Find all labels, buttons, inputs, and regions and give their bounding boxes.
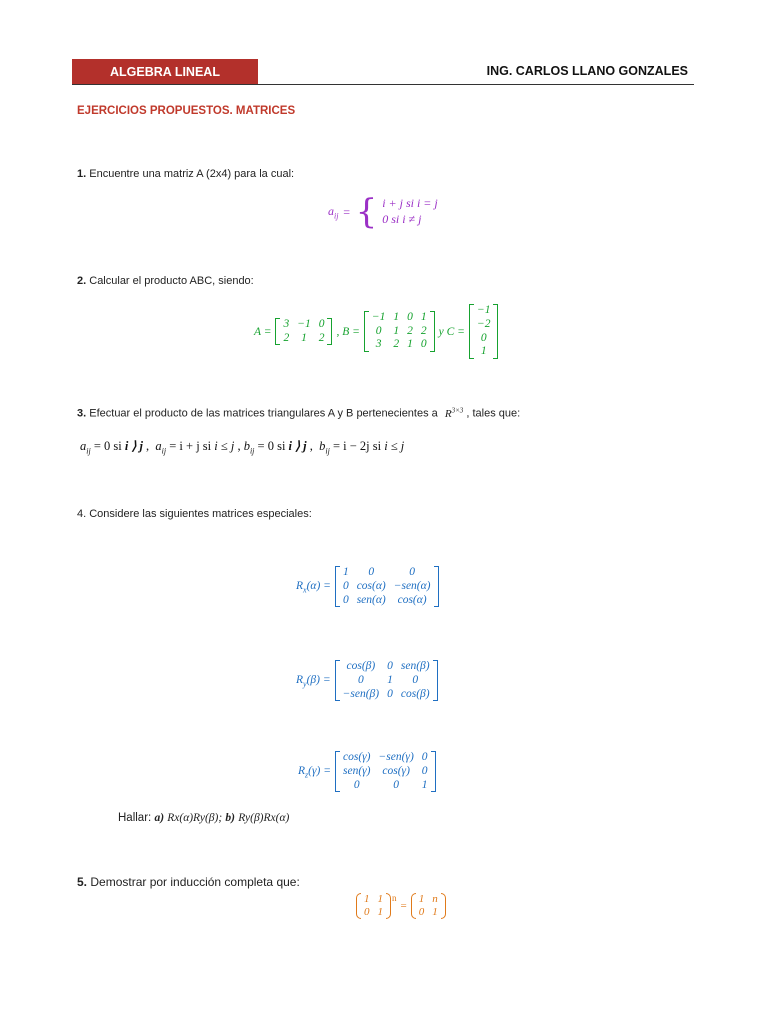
rotation-matrix-x [296,566,439,607]
rz-matrix-cell: cos(γ) [382,764,410,777]
space-dimension: 3×3 [451,406,464,414]
exercise-5-number: 5. [77,875,88,889]
exercise-5-statement [77,875,300,889]
matrix-a-row [279,318,328,332]
condition-4 [319,439,405,456]
cond-2-rest: = i + j si [166,439,215,453]
rz-matrix-cell: 0 [421,764,428,777]
exercise-2-number: 2. [77,275,87,287]
matrix-b [364,311,435,352]
cond-2-sub: ij [161,446,167,456]
matrix-m2-cell: n [432,893,438,905]
ry-matrix-row [339,688,434,702]
exercise-1-formula [328,192,438,232]
exercise-3-text-2: , tales que: [466,407,521,420]
ry-matrix-cell: cos(β) [400,687,430,700]
matrix-b-cell: 0 [375,324,382,337]
matrix-b-cell: 2 [393,338,400,351]
rx-matrix-cell: 0 [342,593,349,606]
cond-4-var: b [319,439,326,453]
matrix-b-row [368,311,431,325]
formula-cases [382,196,438,227]
exercise-5-formula [356,893,446,919]
cond-1-sub: ij [86,446,91,456]
matrix-c-row [473,332,495,346]
header-divider [72,84,694,85]
matrix-m1-cell: 1 [364,893,370,905]
matrix-a-cell: 1 [301,331,307,344]
cond-1-rest: = 0 si [90,439,125,453]
matrix-a-cell: 2 [318,331,325,344]
rx-matrix-cell: −sen(α) [393,579,431,592]
formula-lhs-sub: ij [334,211,339,221]
matrix-c-cell: 1 [480,345,487,358]
ry-matrix [335,660,438,701]
cond-2-condition: i ≤ j [214,439,235,453]
formula-lhs: a [328,203,334,218]
formula-case-1: i + j si i = j [382,196,438,211]
rz-matrix-cell: 1 [421,778,428,791]
formula-case-2: 0 si i ≠ j [382,212,422,226]
ry-matrix-cell: sen(β) [400,660,430,672]
exercise-5-text: Demostrar por inducción completa que: [90,875,300,889]
matrix-m2-row [415,906,442,919]
rz-sub: z [305,769,309,779]
matrix-a-cell: 0 [318,317,325,330]
rz-matrix-row [339,779,432,793]
matrix-b-cell: 0 [407,310,413,323]
ry-matrix-cell: 0 [387,660,393,672]
rx-matrix-cell: cos(α) [356,579,386,592]
rz-matrix-cell: 0 [421,751,428,763]
part-b-expression: Ry(β)Rx(α) [238,812,290,824]
rotation-matrix-z [298,751,436,792]
matrix-c-cell: −1 [476,304,491,316]
matrix-b-cell: 3 [375,338,382,351]
cond-3-var: b [243,439,250,453]
author-name: ING. CARLOS LLANO GONZALES [486,64,688,78]
rz-matrix-row [339,751,432,765]
matrix-b-cell: −1 [371,310,386,323]
matrix-a-label: A = [254,325,272,338]
space-symbol: R [444,407,452,420]
rz-matrix-cell: sen(γ) [342,764,371,777]
rz-label: R [298,764,306,777]
matrix-m1-row [360,893,387,906]
rx-matrix-cell: 0 [409,566,415,578]
left-brace: { [355,192,378,232]
exercise-3-conditions: $a_{ij} = 0$ si i ⟩ j , $a_{ij} = i + j$ si i ≤ j , $b_{ij} = 0$ si i ⟩ j , $b_{ij} = i - 2j$ si i ≤ j [80,439,405,456]
exercise-1-number: 1. [77,168,87,180]
part-a-label: a) [154,812,165,824]
cond-1-condition: i ⟩ j [124,439,143,453]
matrix-b-row [368,338,431,352]
matrix-b-row [368,325,431,339]
ry-label: R [296,673,304,686]
rx-matrix-cell: 0 [342,579,349,592]
part-b-label: b) [225,812,235,824]
rz-matrix-cell: cos(γ) [342,751,371,763]
matrix-m1-row [360,906,387,919]
matrix-m2-cell: 1 [418,893,425,905]
condition-3 [243,439,307,456]
matrix-b-label: , B = [336,325,360,338]
cond-1-var: a [80,439,87,453]
matrix-b-cell: 2 [420,324,427,337]
ry-matrix-cell: 1 [387,673,393,686]
formula-equals-5: = [400,900,407,913]
exercise-2-text: Calcular el producto ABC, siendo: [89,275,254,287]
matrix-m2-cell: 1 [432,906,438,919]
matrix-a-cell: 3 [283,317,290,330]
rx-label: R [296,579,304,592]
matrix-a [275,318,332,346]
exercise-2-statement [77,275,254,287]
matrix-m1-cell: 1 [377,893,383,905]
matrix-m1 [356,893,391,919]
rx-matrix-cell: sen(α) [356,593,386,606]
matrix-c-row [473,304,495,318]
rz-matrix-cell: −sen(γ) [378,751,414,763]
matrix-b-cell: 1 [393,310,400,323]
ry-matrix-cell: 0 [357,673,364,686]
cond-3-sub: ij [249,446,255,456]
course-header-bar [72,59,258,85]
matrix-b-cell: 1 [393,324,400,337]
matrix-c-row [473,318,495,332]
rx-matrix-row [339,566,435,580]
condition-1 [80,439,143,456]
rx-matrix-row [339,594,435,608]
matrix-a-cell: −1 [297,317,311,330]
ry-matrix-cell: cos(β) [346,660,376,672]
matrix-c-row [473,345,495,359]
rx-matrix-row [339,580,435,594]
matrix-m2 [411,893,446,919]
matrix-b-cell: 1 [420,310,427,323]
rx-arg: (α) = [306,579,331,592]
document-title: EJERCICIOS PROPUESTOS. MATRICES [77,105,296,117]
matrix-b-cell: 2 [407,324,413,337]
part-a-expression: Rx(α)Ry(β); [167,812,223,824]
matrix-c-cell: −2 [476,317,491,330]
cond-4-rest: = i − 2j si [329,439,385,453]
rz-matrix-cell: 0 [393,778,400,791]
ry-arg: (β) = [306,673,331,686]
ry-matrix-row [339,674,434,688]
exercise-4-task [118,812,289,824]
cond-4-sub: ij [325,446,330,456]
exercise-3-number: 3. [77,407,87,420]
rx-matrix-cell: 1 [342,566,349,578]
rz-arg: (γ) = [308,764,331,777]
matrix-b-cell: 1 [407,338,413,351]
ry-matrix-cell: 0 [412,673,419,686]
rx-sub: x [303,584,307,594]
cond-3-rest: = 0 si [254,439,289,453]
matrix-m2-row [415,893,442,906]
ry-sub: y [303,678,307,688]
ry-matrix-row [339,660,434,674]
ry-matrix-cell: 0 [387,687,393,700]
formula-equals: = [342,204,351,219]
matrix-c-label: y C = [438,325,465,338]
matrix-b-cell: 0 [420,338,427,351]
ry-matrix-cell: −sen(β) [342,687,380,700]
cond-3-condition: i ⟩ j [288,439,307,453]
exercise-3-space [445,408,463,420]
matrix-m2-cell: 0 [418,906,425,919]
course-title: ALGEBRA LINEAL [110,65,220,79]
matrix-c-cell: 0 [480,331,487,344]
rx-matrix-cell: cos(α) [397,593,427,606]
matrix-m1-cell: 1 [377,906,383,919]
cond-2-var: a [155,439,162,453]
rz-matrix-cell: 0 [353,778,360,791]
matrix-a-row [279,332,328,346]
matrix-c [469,304,499,359]
rotation-matrix-y [296,660,438,701]
matrix-a-cell: 2 [283,331,290,344]
hallar-label: Hallar: [118,812,152,824]
exercise-1-statement [77,168,294,180]
rx-matrix-cell: 0 [368,566,375,578]
rx-matrix [335,566,439,607]
exponent-n: n [392,893,397,903]
exercise-1-text: Encuentre una matriz A (2x4) para la cual: [89,168,295,180]
matrix-m1-cell: 0 [364,906,370,919]
rz-matrix-row [339,765,432,779]
cond-4-condition: i ≤ j [384,439,405,453]
exercise-3-text: Efectuar el producto de las matrices triangulares A y B pertenecientes a [89,407,438,420]
exercise-3-statement [77,406,520,420]
exercise-4-statement: 4. Considere las siguientes matrices especiales: [77,508,312,520]
exercise-2-matrices [254,304,498,359]
condition-2 [155,439,235,456]
rz-matrix [335,751,436,792]
